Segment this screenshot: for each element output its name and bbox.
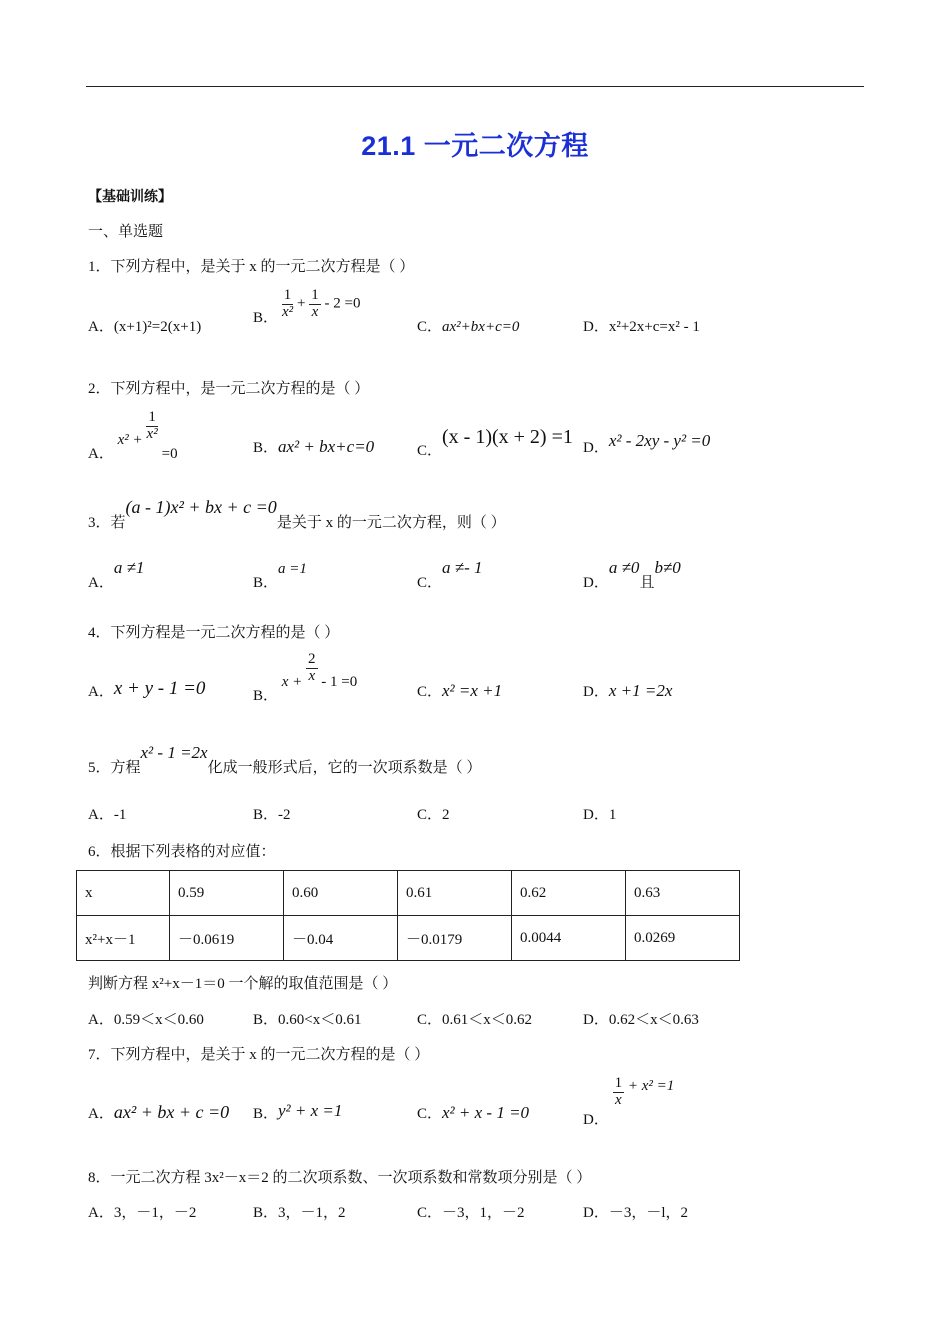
table-cell: 0.60 — [284, 871, 398, 916]
table-cell: －0.0179 — [398, 916, 512, 961]
q2-option-a: A． x² + $\frac{1}{\text{x²}}$ =0 — [88, 409, 178, 462]
q5-option-a: A．-1 — [88, 807, 127, 823]
table-cell: －0.04 — [284, 916, 398, 961]
option-label: A． — [88, 319, 114, 335]
table-cell: 0.62 — [512, 871, 626, 916]
q6-value-table — [76, 870, 740, 961]
q3-option-d: D．a ≠0且b≠0 — [583, 558, 681, 591]
q4-option-d: D．x +1 =2x — [583, 681, 673, 700]
q1-stem: 1．下列方程中，是关于 x 的一元二次方程是（ ） — [88, 259, 415, 275]
q8-stem: 8．一元二次方程 3x²－x＝2 的二次项系数、一次项系数和常数项分别是（ ） — [88, 1170, 592, 1186]
q5-option-c: C．2 — [417, 807, 450, 823]
page-title: 21.1 一元二次方程 — [361, 131, 589, 161]
table-cell: －0.0619 — [170, 916, 284, 961]
table-row — [77, 871, 740, 916]
option-label: B． — [253, 309, 279, 326]
q4-option-b: B． x + $\frac{2}{x}$ - 1 =0 — [253, 651, 358, 704]
q1-b-frac1: $\frac{1}{\text{x²}}$ — [281, 287, 294, 320]
table-cell: 0.0044 — [512, 916, 626, 961]
q2-option-b: B．ax² + bx+c=0 — [253, 437, 375, 456]
q3-stem: 3．若(a - 1)x² + bx + c =0是关于 x 的一元二次方程，则（ ） — [88, 497, 506, 531]
q5-option-d: D．1 — [583, 807, 617, 823]
table-cell: 0.61 — [398, 871, 512, 916]
header-rule — [86, 86, 864, 87]
q3-option-a: A．a ≠1 — [88, 558, 145, 591]
q2-option-c: C．(x - 1)(x + 2) =1 — [417, 426, 573, 459]
q8-option-c: C．－3，1，－2 — [417, 1205, 525, 1221]
table-cell: 0.59 — [170, 871, 284, 916]
q6-stem: 6．根据下列表格的对应值： — [88, 844, 276, 860]
q3-option-c: C．a ≠- 1 — [417, 558, 483, 591]
q2-stem: 2．下列方程中，是一元二次方程的是（ ） — [88, 381, 370, 397]
q8-option-b: B．3，－1，2 — [253, 1205, 346, 1221]
q4-option-a: A．x + y - 1 =0 — [88, 678, 206, 700]
q7-option-a: A．ax² + bx + c =0 — [88, 1102, 230, 1122]
q2-option-d: D．x² - 2xy - y² =0 — [583, 431, 711, 456]
q5-option-b: B．-2 — [253, 807, 291, 823]
q1-option-d: D．x²+2x+c=x² - 1 — [583, 319, 700, 335]
q1-b-frac2: $\frac{1}{x}$ — [311, 287, 319, 320]
q6-option-d: D．0.62＜x＜0.63 — [583, 1012, 699, 1028]
table-row — [77, 916, 740, 961]
table-cell: 0.63 — [626, 871, 740, 916]
q1-option-c: C．ax²+bx+c=0 — [417, 319, 520, 335]
q4-option-c: C．x² =x +1 — [417, 681, 503, 700]
q5-stem: 5．方程x² - 1 =2x化成一般形式后，它的一次项系数是（ ） — [88, 743, 482, 776]
table-cell: 0.0269 — [626, 916, 740, 961]
q7-option-c: C．x² + x - 1 =0 — [417, 1103, 530, 1122]
table-cell: x — [77, 871, 170, 916]
q4-stem: 4．下列方程是一元二次方程的是（ ） — [88, 625, 340, 641]
q7-stem: 7．下列方程中，是关于 x 的一元二次方程的是（ ） — [88, 1047, 430, 1063]
q6-option-c: C．0.61＜x＜0.62 — [417, 1012, 533, 1028]
q8-option-a: A．3，－1，－2 — [88, 1205, 197, 1221]
q6-judge: 判断方程 x²+x－1＝0 一个解的取值范围是（ ） — [88, 976, 398, 992]
q1-option-b: B． $\frac{1}{\text{x²}}$ + $\frac{1}{x}$ - 2 =0 — [253, 287, 361, 326]
q6-option-b: B．0.60<x＜0.61 — [253, 1012, 362, 1028]
section-type: 一、单选题 — [88, 224, 164, 240]
q7-option-d: D． $\frac{1}{x}$ + x² =1 — [583, 1075, 675, 1128]
q3-option-b: B．a =1 — [253, 561, 307, 591]
table-cell: x²+x－1 — [77, 916, 170, 961]
q7-option-b: B．y² + x =1 — [253, 1101, 343, 1122]
q1-option-a — [88, 315, 201, 336]
section-label: 【基础训练】 — [88, 189, 172, 205]
q6-option-a: A．0.59＜x＜0.60 — [88, 1012, 204, 1028]
q8-option-d: D．－3，－l，2 — [583, 1205, 689, 1221]
q1-a-text: (x+1)²=2(x+1) — [113, 319, 202, 335]
